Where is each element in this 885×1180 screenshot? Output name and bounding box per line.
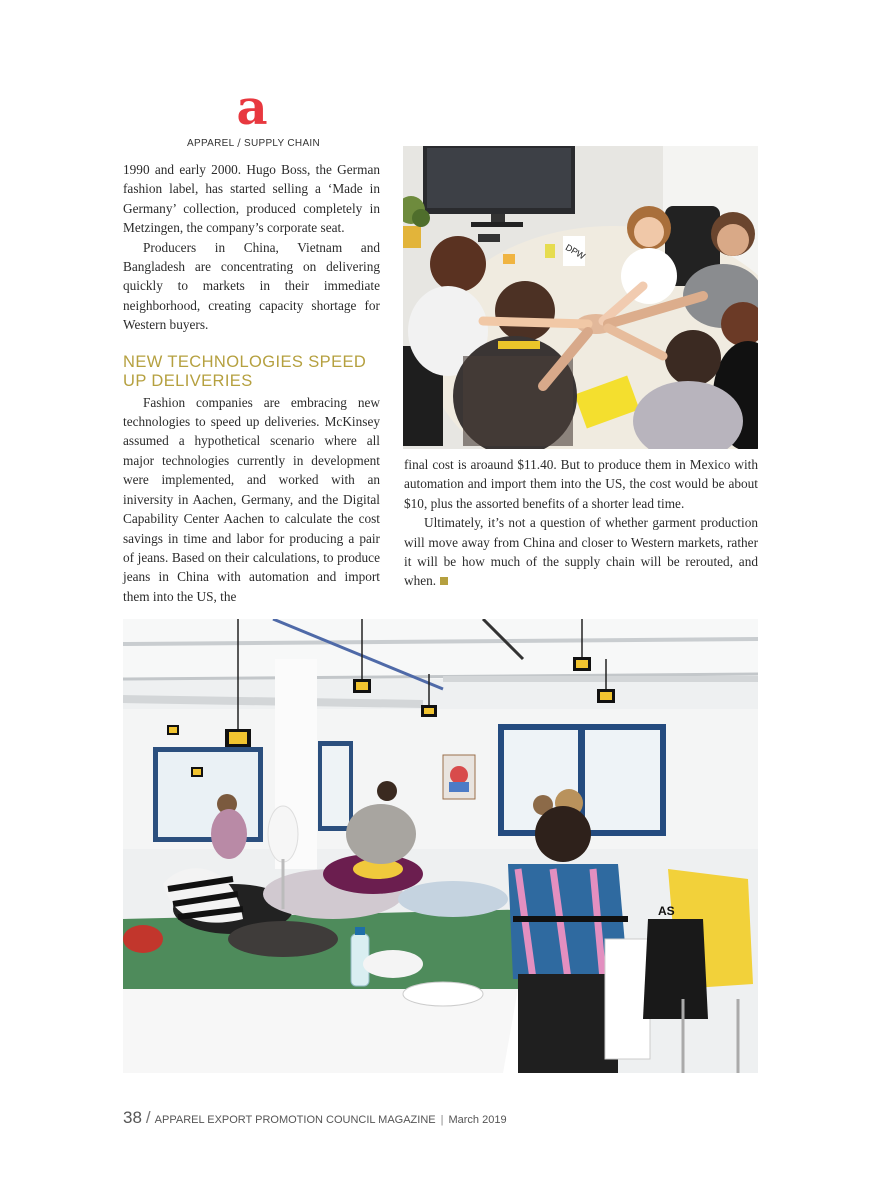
paragraph [404,513,758,591]
section-name: APPAREL [187,138,235,149]
subsection-name: SUPPLY CHAIN [243,138,321,149]
paragraph: final cost is aroaund $11.40. But to produce them in Mexico with automation and import them into the US, the cost would be about $10, plus the assorted benefits of a shorter lead time. [404,457,758,511]
paragraph: Fashion companies are embracing new technologies to speed up deliveries. McKinsey assumed a hypothetical scenario where all major technologies currently in development were implemented, and worked with an iniversity in Aachen, Germany, and the Digital Capability Center Aachen to calculate the cost savings in time and labor for producing a pair of jeans. Based on their calculations, to produce jeans in China with automation and import them into the US, the [123,394,380,604]
right-column [404,455,758,591]
footer-slash: / [145,1108,151,1127]
section-heading: NEW TECHNOLOGIES SPEED UP DELIVERIES [123,352,367,390]
bag-text: AS [658,904,675,918]
page-footer [123,1108,507,1128]
table-sign-text: DPW [563,242,587,262]
left-column [123,160,380,606]
section-separator: / [237,138,241,149]
paragraph: 1990 and early 2000. Hugo Boss, the German fashion label, has started selling a ‘Made in Germany’ collection, produced completely in Metzingen, the company’s corporate seat. [123,162,380,236]
page-number: 38 [123,1108,142,1127]
closing-paragraph-text: Ultimately, it’s not a question of whether garment production will move away from China and closer to Western markets, rather it will be how much of the supply chain will be rerouted, and when. [404,515,758,589]
garment-workshop-photo [123,619,758,1073]
footer-divider: | [440,1114,444,1126]
issue-date: March 2019 [448,1114,507,1126]
paragraph: Producers in China, Vietnam and Bangladesh are concentrating on delivering quickly to markets in their immediate neighborhood, creating capacity shortage for Western buyers. [123,239,380,333]
magazine-name: APPAREL EXPORT PROMOTION COUNCIL MAGAZINE [154,1114,436,1126]
team-meeting-photo [403,146,758,449]
article-end-mark [440,577,448,585]
magazine-logo: a [236,80,268,136]
section-label [187,138,320,149]
